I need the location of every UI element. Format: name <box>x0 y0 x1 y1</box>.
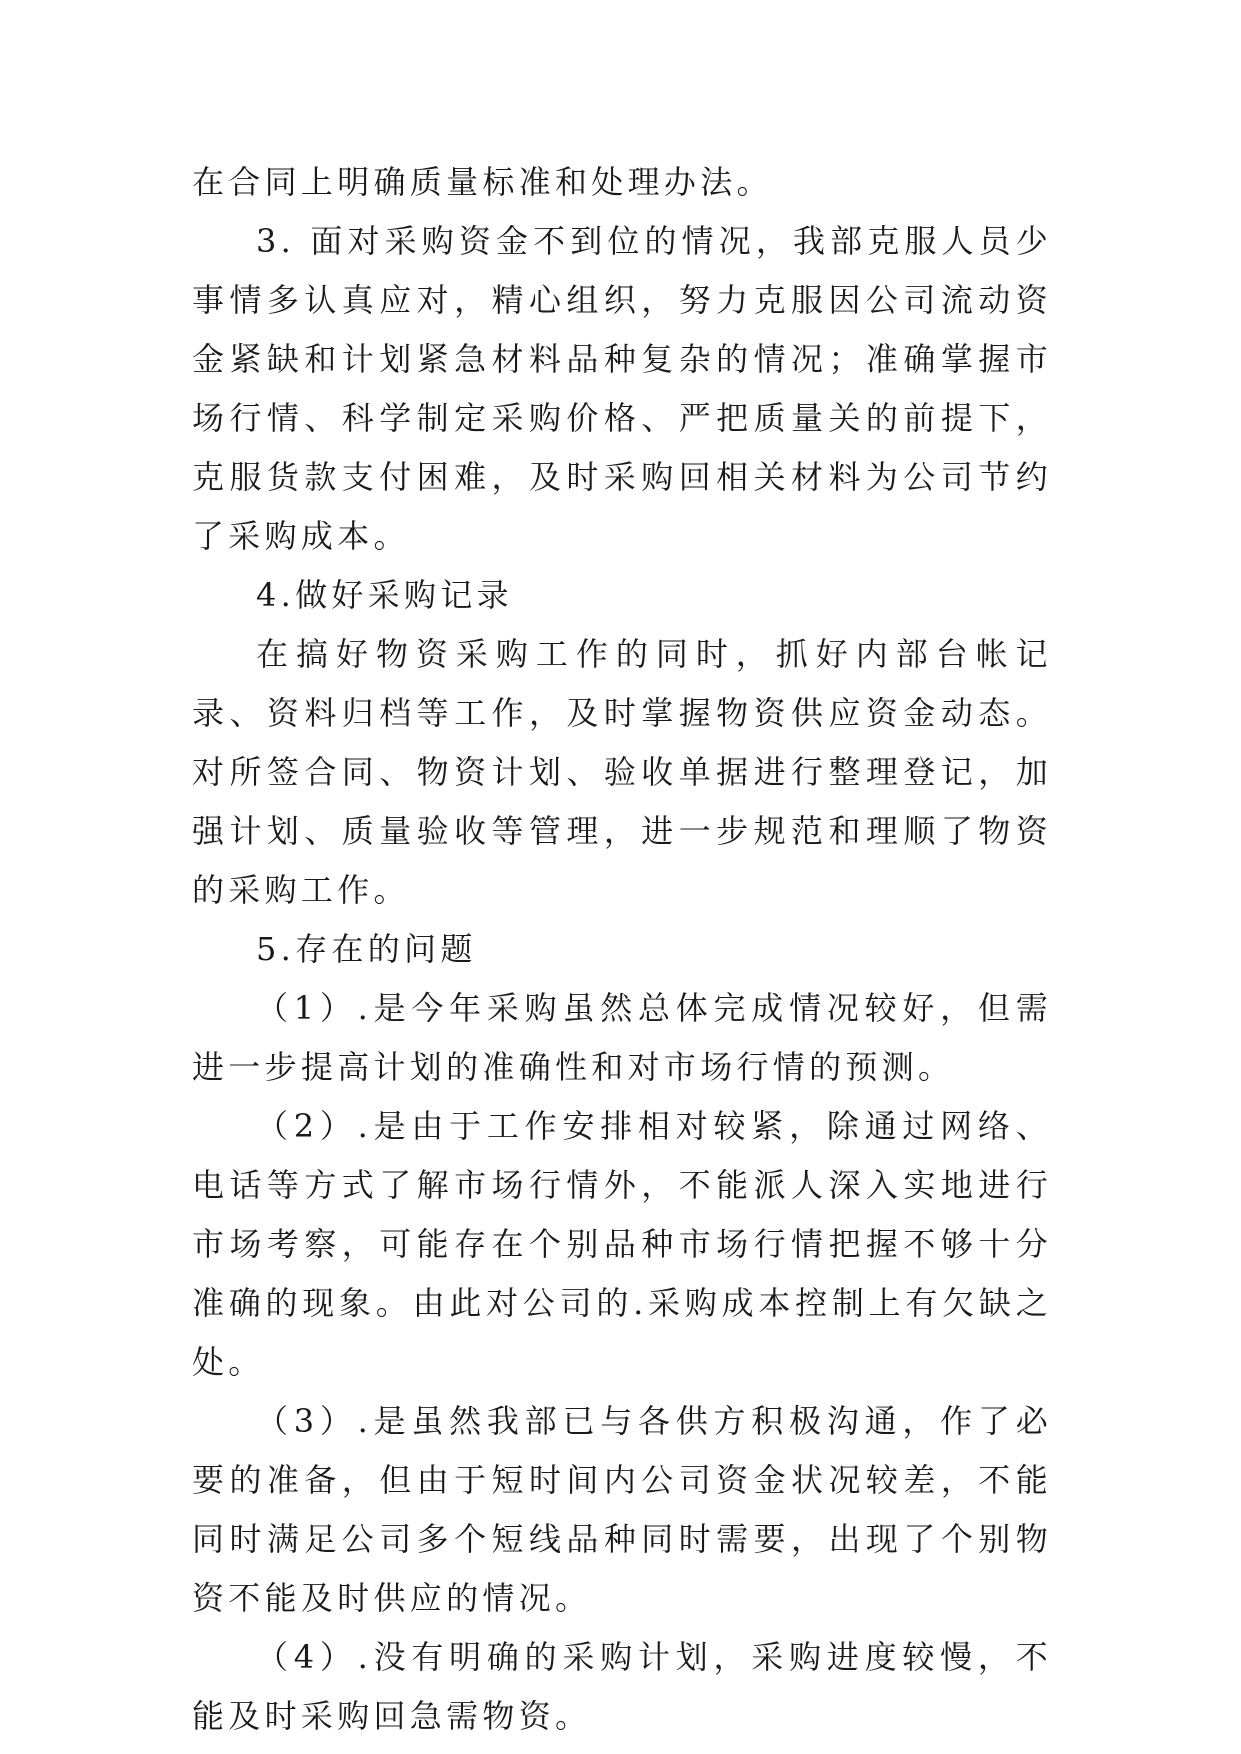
paragraph-item-3: 3. 面对采购资金不到位的情况，我部克服人员少事情多认真应对，精心组织，努力克服因公司流动资金紧缺和计划紧急材料品种复杂的情况；准确掌握市场行情、科学制定采购价格、严把质量关的前提下，克服货款支付困难，及时采购回相关材料为公司节约了采购成本。 <box>192 222 1052 555</box>
paragraph-problem-4: （4）.没有明确的采购计划，采购进度较慢，不能及时采购回急需物资。 <box>192 1638 1052 1735</box>
heading-item-5: 5.存在的问题 <box>256 930 477 968</box>
paragraph-problem-3: （3）.是虽然我部已与各供方积极沟通，作了必要的准备，但由于短时间内公司资金状况较差，不能同时满足公司多个短线品种同时需要，出现了个别物资不能及时供应的情况。 <box>192 1402 1052 1617</box>
heading-item-4: 4.做好采购记录 <box>256 576 513 614</box>
paragraph-quality-contract: 在合同上明确质量标准和处理办法。 <box>192 163 773 201</box>
paragraph-problem-2: （2）.是由于工作安排相对较紧，除通过网络、电话等方式了解市场行情外，不能派人深入实地进行市场考察，可能存在个别品种市场行情把握不够十分准确的现象。由此对公司的.采购成本控制上有欠缺之处。 <box>192 1107 1052 1381</box>
document-body <box>192 153 1052 1746</box>
paragraph-records: 在搞好物资采购工作的同时，抓好内部台帐记录、资料归档等工作，及时掌握物资供应资金动态。对所签合同、物资计划、验收单据进行整理登记，加强计划、质量验收等管理，进一步规范和理顺了物资的采购工作。 <box>192 635 1052 909</box>
paragraph-problem-1: （1）.是今年采购虽然总体完成情况较好，但需进一步提高计划的准确性和对市场行情的预测。 <box>192 989 1052 1086</box>
